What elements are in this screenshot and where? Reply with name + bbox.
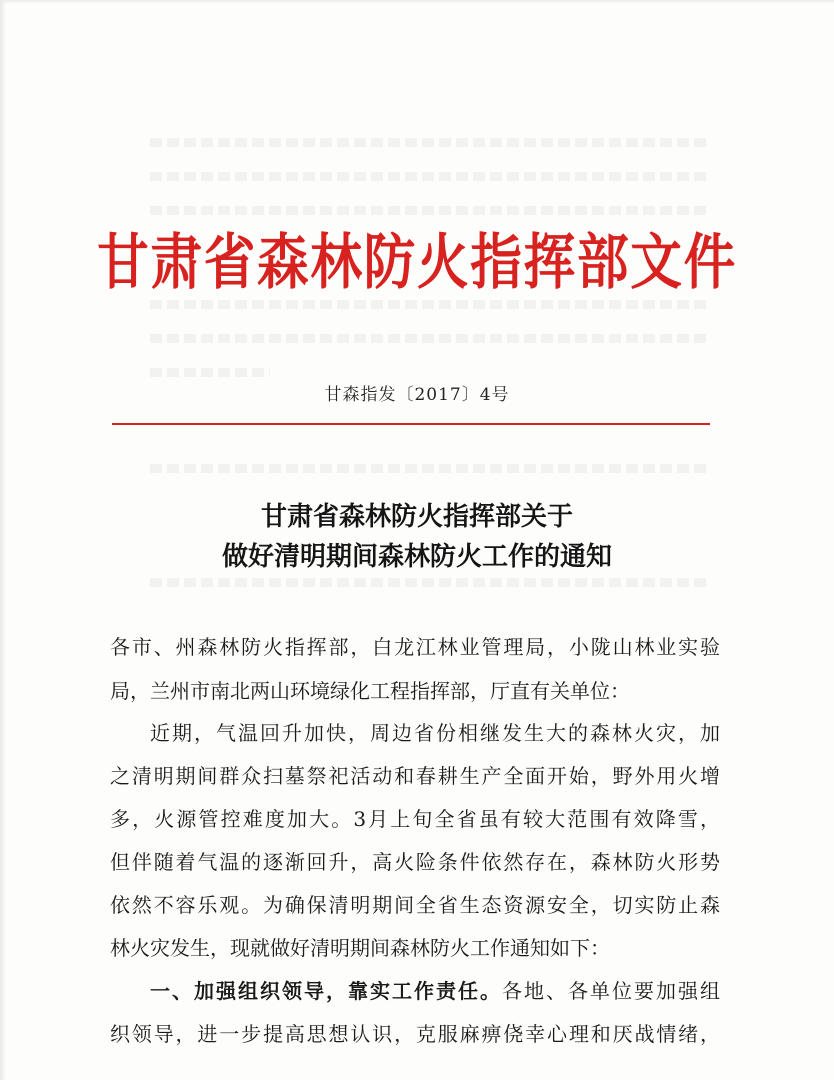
paragraph-1-line-5: 依然不容乐观。为确保清明期间全省生态资源安全，切实防止森 (110, 893, 720, 917)
section-1-heading: 一、加强组织领导，靠实工作责任。 (150, 979, 502, 1003)
section-1-line-1 (150, 978, 720, 1004)
section-1-line-2: 织领导，进一步提高思想认识，克服麻痹侥幸心理和厌战情绪， (110, 1022, 720, 1046)
addressee-line-2: 局，兰州市南北两山环境绿化工程指挥部，厅直有关单位： (110, 679, 630, 703)
bleed-through-line (150, 368, 270, 377)
paragraph-1-line-1: 近期，气温回升加快，周边省份相继发生大的森林火灾，加 (150, 721, 720, 745)
section-1-line-1-text: 各地、各单位要加强组 (502, 979, 720, 1003)
document-title-line-1: 甘肃省森林防火指挥部关于 (260, 502, 573, 532)
bleed-through-line (150, 578, 710, 587)
paragraph-1-line-3: 多，火源管控难度加大。3月上旬全省虽有较大范围有效降雪， (110, 807, 720, 831)
paragraph-1-line-6: 林火灾发生，现就做好清明期间森林防火工作通知如下： (110, 936, 610, 960)
paragraph-1-line-2: 之清明期间群众扫墓祭祀活动和春耕生产全面开始，野外用火增 (110, 764, 720, 788)
paragraph-1-line-4: 但伴随着气温的逐渐回升，高火险条件依然存在，森林防火形势 (110, 850, 720, 874)
bleed-through-line (150, 172, 710, 181)
document-title-line-2: 做好清明期间森林防火工作的通知 (221, 542, 612, 572)
bleed-through-line (150, 334, 710, 343)
bleed-through-line (150, 138, 710, 147)
document-number: 甘森指发〔2017〕4号 (324, 385, 510, 405)
red-separator-line (112, 423, 710, 425)
addressee-line-1: 各市、州森林防火指挥部，白龙江林业管理局，小陇山林业实验 (110, 635, 720, 659)
scan-edge-shadow-top (0, 0, 834, 4)
issuing-organization-title: 甘肃省森林防火指挥部文件 (97, 228, 737, 298)
bleed-through-line (150, 206, 710, 215)
bleed-through-line (150, 464, 710, 473)
bleed-through-line (150, 300, 710, 309)
